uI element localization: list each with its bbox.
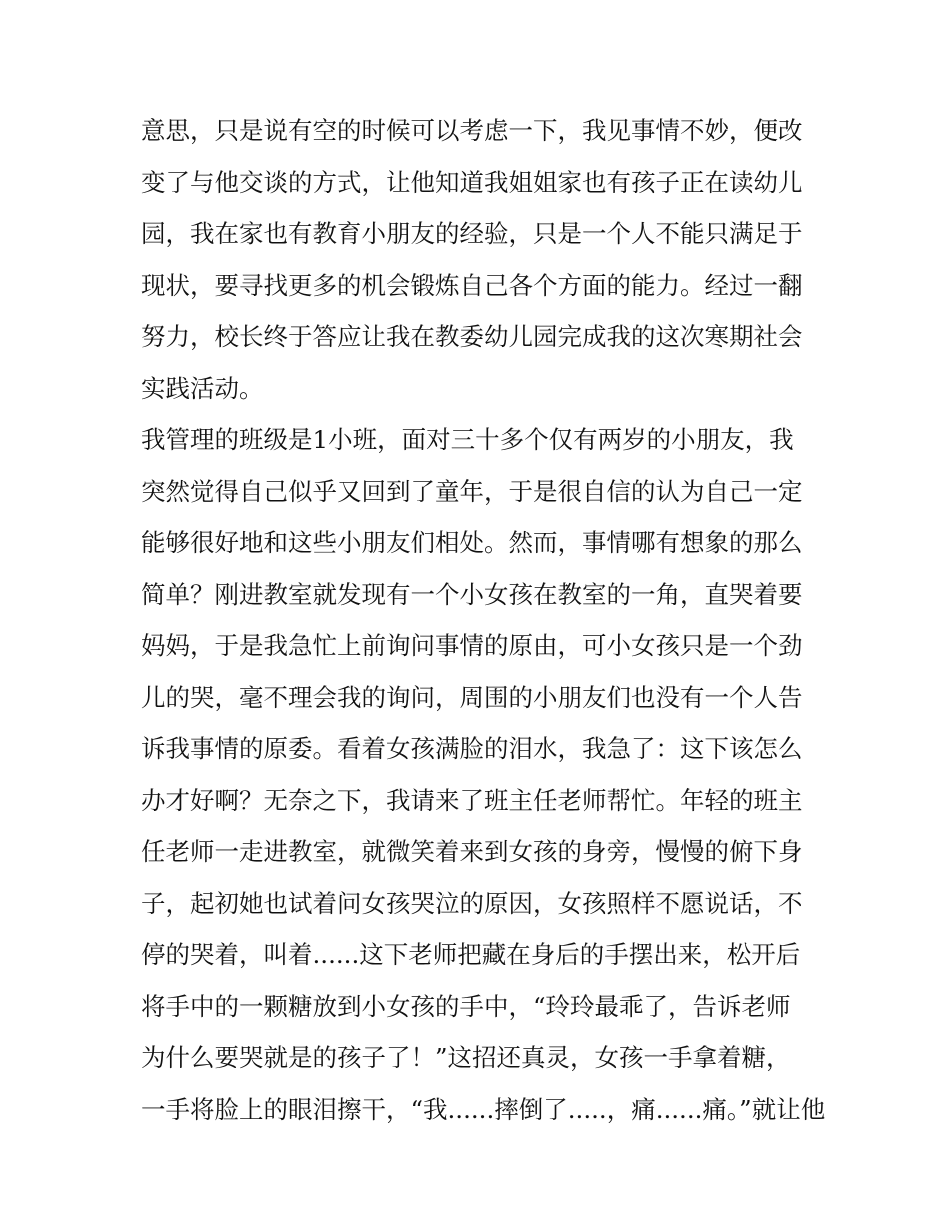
text-line: 儿的哭，毫不理会我的询问，周围的小朋友们也没有一个人告 [141,682,803,712]
text-line: 一手将脸上的眼泪擦干，“我......摔倒了.....，痛......痛。”就让他 [141,1094,826,1124]
text-line: 能够很好地和这些小朋友们相处。然而，事情哪有想象的那么 [141,528,803,557]
text-line: 突然觉得自己似乎又回到了童年，于是很自信的认为自己一定 [141,476,803,506]
text-line: 意思，只是说有空的时候可以考虑一下，我见事情不妙，便改 [141,116,803,145]
text-line: 园，我在家也有教育小朋友的经验，只是一个人不能只满足于 [141,219,803,248]
text-line: 为什么要哭就是的孩子了！”这招还真灵，女孩一手拿着糖， [141,1043,791,1072]
text-line: 办才好啊？无奈之下，我请来了班主任老师帮忙。年轻的班主 [141,785,803,815]
text-line: 我管理的班级是1小班，面对三十多个仅有两岁的小朋友，我 [141,425,794,454]
text-line: 诉我事情的原委。看着女孩满脸的泪水，我急了：这下该怎么 [141,734,803,763]
text-line: 任老师一走进教室，就微笑着来到女孩的身旁，慢慢的俯下身 [141,837,803,866]
text-line: 现状，要寻找更多的机会锻炼自己各个方面的能力。经过一翻 [141,270,803,300]
text-line: 变了与他交谈的方式，让他知道我姐姐家也有孩子正在读幼儿 [141,167,803,197]
text-line: 妈妈，于是我急忙上前询问事情的原由，可小女孩只是一个劲 [141,631,803,660]
text-line: 简单？刚进教室就发现有一个小女孩在教室的一角，直哭着要 [141,579,803,609]
body-text [141,105,831,1135]
text-line: 停的哭着，叫着......这下老师把藏在身后的手摆出来，松开后 [141,940,801,969]
text-line: 将手中的一颗糖放到小女孩的手中，“玲玲最乖了，告诉老师 [141,991,791,1021]
text-line: 实践活动。 [141,373,264,403]
text-line: 努力，校长终于答应让我在教委幼儿园完成我的这次寒期社会 [141,322,803,351]
text-line: 子，起初她也试着问女孩哭泣的原因，女孩照样不愿说话，不 [141,888,803,918]
